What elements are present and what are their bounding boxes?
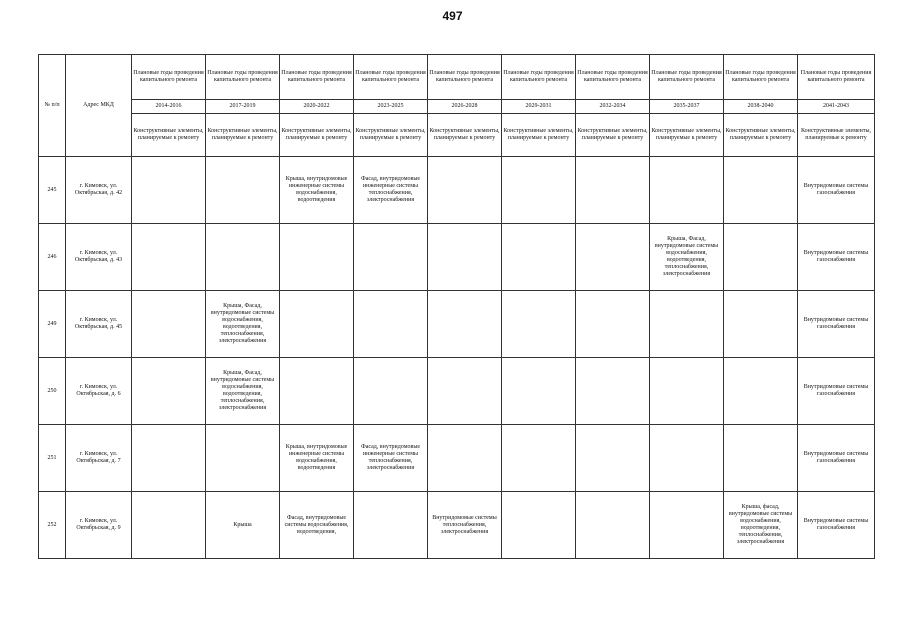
- repair-cell: [576, 358, 650, 425]
- elements-label: Конструктивные элементы, планируемые к ремонту: [502, 114, 576, 157]
- repair-cell: [132, 224, 206, 291]
- repair-cell: Внутридомовые системы газоснабжения: [798, 291, 875, 358]
- repair-cell: Внутридомовые системы газоснабжения: [798, 425, 875, 492]
- period-cell: 2035-2037: [650, 100, 724, 114]
- table-row: [39, 291, 875, 358]
- repair-cell: [132, 157, 206, 224]
- elements-label: Конструктивные элементы, планируемые к ремонту: [280, 114, 354, 157]
- repair-cell: [132, 291, 206, 358]
- repair-cell: [650, 157, 724, 224]
- header-elements-row: [39, 114, 875, 157]
- repair-cell: Внутридомовые системы газоснабжения: [798, 492, 875, 559]
- repair-cell: [502, 425, 576, 492]
- repair-cell: [576, 425, 650, 492]
- row-number: 250: [39, 358, 66, 425]
- period-cell: 2038-2040: [724, 100, 798, 114]
- elements-label: Конструктивные элементы, планируемые к ремонту: [650, 114, 724, 157]
- header-plan-label: Плановые годы проведения капитального ремонта: [576, 55, 650, 100]
- header-plan-label: Плановые годы проведения капитального ремонта: [132, 55, 206, 100]
- repair-cell: [502, 157, 576, 224]
- capital-repair-table: [38, 54, 875, 559]
- repair-cell: Крыша, Фасад, внутридомовые системы водоснабжения, водоотведения, теплоснабжения, электроснабжения: [206, 358, 280, 425]
- header-period-row: [39, 100, 875, 114]
- repair-cell: [502, 291, 576, 358]
- repair-cell: [724, 358, 798, 425]
- repair-cell: [502, 492, 576, 559]
- repair-cell: [502, 224, 576, 291]
- row-address: г. Кимовск, ул. Октябрьская, д. 7: [66, 425, 132, 492]
- repair-cell: [650, 425, 724, 492]
- elements-label: Конструктивные элементы, планируемые к ремонту: [354, 114, 428, 157]
- period-cell: 2020-2022: [280, 100, 354, 114]
- row-address: г. Кимовск, ул. Октябрьская, д. 9: [66, 492, 132, 559]
- repair-cell: [206, 157, 280, 224]
- period-cell: 2026-2028: [428, 100, 502, 114]
- period-cell: 2032-2034: [576, 100, 650, 114]
- repair-cell: [132, 358, 206, 425]
- repair-cell: [650, 358, 724, 425]
- elements-label: Конструктивные элементы, планируемые к ремонту: [576, 114, 650, 157]
- repair-cell: [206, 425, 280, 492]
- elements-label: Конструктивные элементы, планируемые к ремонту: [132, 114, 206, 157]
- repair-cell: [724, 157, 798, 224]
- repair-cell: [354, 291, 428, 358]
- header-plan-label: Плановые годы проведения капитального ремонта: [650, 55, 724, 100]
- repair-cell: Крыша, внутридомовые инженерные системы водоснабжения, водоотведения: [280, 157, 354, 224]
- repair-cell: [576, 224, 650, 291]
- repair-cell: [650, 291, 724, 358]
- repair-cell: [428, 291, 502, 358]
- page-number: 497: [442, 9, 463, 23]
- table-row: [39, 157, 875, 224]
- repair-cell: Внутридомовые системы газоснабжения: [798, 358, 875, 425]
- repair-cell: Крыша, фасад, внутридомовые системы водоснабжения, водоотведения, теплоснабжения, электроснабжения: [724, 492, 798, 559]
- period-cell: 2014-2016: [132, 100, 206, 114]
- header-address: Адрес МКД: [66, 55, 132, 157]
- repair-cell: Фасад, внутридомовые системы водоснабжения, водоотведения,: [280, 492, 354, 559]
- repair-cell: [280, 224, 354, 291]
- repair-cell: [132, 425, 206, 492]
- repair-cell: Фасад, внутридомовые инженерные системы теплоснабжения, электроснабжения: [354, 157, 428, 224]
- elements-label: Конструктивные элементы, планируемые к ремонту: [206, 114, 280, 157]
- header-plan-label: Плановые годы проведения капитального ремонта: [724, 55, 798, 100]
- row-address: г. Кимовск, ул. Октябрьская, д. 42: [66, 157, 132, 224]
- repair-cell: [576, 157, 650, 224]
- repair-cell: Крыша, Фасад, внутридомовые системы водоснабжения, водоотведения, теплоснабжения, электроснабжения: [206, 291, 280, 358]
- repair-cell: [280, 291, 354, 358]
- repair-cell: [206, 224, 280, 291]
- repair-cell: [576, 492, 650, 559]
- period-cell: 2029-2031: [502, 100, 576, 114]
- repair-cell: [650, 492, 724, 559]
- repair-cell: [280, 358, 354, 425]
- header-plan-label: Плановые годы проведения капитального ремонта: [354, 55, 428, 100]
- repair-cell: Крыша, Фасад, внутридомовые системы водоснабжения, водоотведения, теплоснабжения, электроснабжения: [650, 224, 724, 291]
- header-plan-label: Плановые годы проведения капитального ремонта: [798, 55, 875, 100]
- table-row: [39, 224, 875, 291]
- repair-cell: Крыша: [206, 492, 280, 559]
- repair-cell: [724, 224, 798, 291]
- repair-cell: [428, 358, 502, 425]
- period-cell: 2017-2019: [206, 100, 280, 114]
- header-plan-label: Плановые годы проведения капитального ремонта: [502, 55, 576, 100]
- header-plan-label: Плановые годы проведения капитального ремонта: [206, 55, 280, 100]
- repair-cell: Внутридомовые системы газоснабжения: [798, 224, 875, 291]
- repair-cell: [724, 425, 798, 492]
- row-address: г. Кимовск, ул. Октябрьская, д. 43: [66, 224, 132, 291]
- repair-cell: Крыша, внутридомовые инженерные системы водоснабжения, водоотведения: [280, 425, 354, 492]
- elements-label: Конструктивные элементы, планируемые к ремонту: [428, 114, 502, 157]
- repair-cell: [502, 358, 576, 425]
- repair-cell: [354, 358, 428, 425]
- header-plan-row: [39, 55, 875, 100]
- row-number: 246: [39, 224, 66, 291]
- row-number: 251: [39, 425, 66, 492]
- row-address: г. Кимовск, ул. Октябрьская, д. 45: [66, 291, 132, 358]
- repair-cell: [132, 492, 206, 559]
- table-row: [39, 358, 875, 425]
- repair-cell: [428, 425, 502, 492]
- row-number: 252: [39, 492, 66, 559]
- repair-cell: [724, 291, 798, 358]
- period-cell: 2023-2025: [354, 100, 428, 114]
- header-plan-label: Плановые годы проведения капитального ремонта: [280, 55, 354, 100]
- repair-cell: Внутридомовые системы теплоснабжения, электроснабжения: [428, 492, 502, 559]
- repair-cell: [354, 224, 428, 291]
- repair-cell: [576, 291, 650, 358]
- repair-cell: [428, 157, 502, 224]
- table-row: [39, 492, 875, 559]
- row-address: г. Кимовск, ул. Октябрьская, д. 6: [66, 358, 132, 425]
- header-num: № п/п: [39, 55, 66, 157]
- row-number: 249: [39, 291, 66, 358]
- elements-label: Конструктивные элементы, планируемые к ремонту: [724, 114, 798, 157]
- elements-label: Конструктивные элементы, планируемые к ремонту: [798, 114, 875, 157]
- period-cell: 2041-2043: [798, 100, 875, 114]
- repair-cell: [428, 224, 502, 291]
- row-number: 245: [39, 157, 66, 224]
- repair-cell: [354, 492, 428, 559]
- header-plan-label: Плановые годы проведения капитального ремонта: [428, 55, 502, 100]
- table-row: [39, 425, 875, 492]
- repair-cell: Фасад, внутридомовые инженерные системы теплоснабжения, электроснабжения: [354, 425, 428, 492]
- repair-cell: Внутридомовые системы газоснабжения: [798, 157, 875, 224]
